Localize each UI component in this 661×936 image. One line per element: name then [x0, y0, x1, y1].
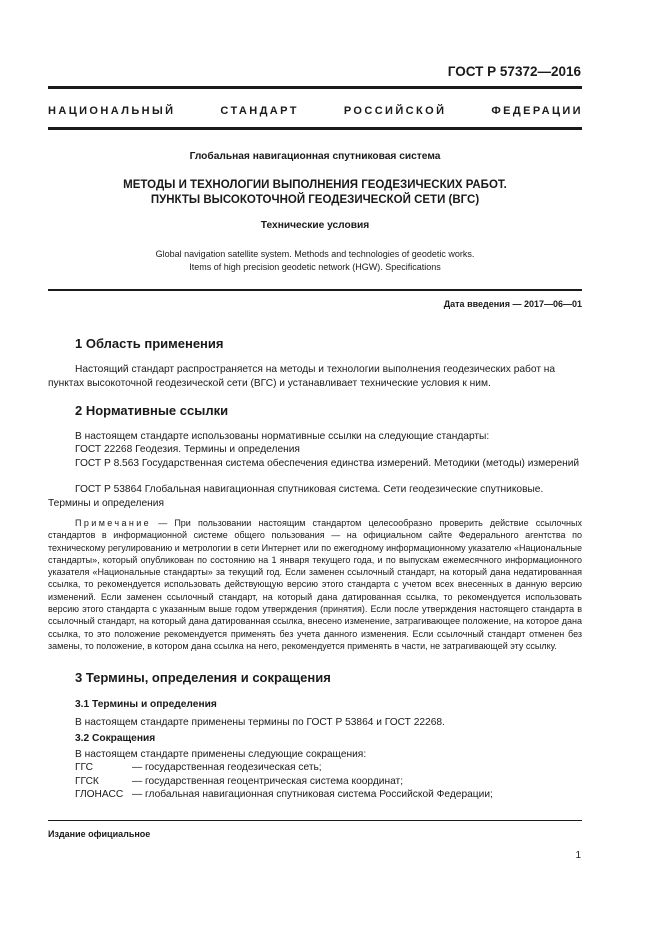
subsection-3-1-text: В настоящем стандарте применены термины по ГОСТ Р 53864 и ГОСТ 22268. [75, 717, 445, 728]
banner-word: РОССИЙСКОЙ [343, 105, 447, 117]
document-title-line2: ПУНКТЫ ВЫСОКОТОЧНОЙ ГЕОДЕЗИЧЕСКОЙ СЕТИ (ВГС) [150, 194, 480, 206]
abbreviation-definition: — государственная геоцентрическая система координат; [132, 776, 404, 787]
reference-item: ГОСТ Р 53864 Глобальная навигационная спутниковая система. Сети геодезические спутниковые. Термины и определения [48, 484, 544, 509]
abbreviation-definition: — государственная геодезическая сеть; [132, 762, 322, 773]
note-text: — При пользовании настоящим стандартом целесообразно проверить действие ссылочных стандартов в информационной системе общего пользования — на официальном сайте Федерального агентства по техническому регулированию и метрологии в сети Интернет или по ежегодному информационному указателю «Национальные стандарты», который опубликован по состоянию на 1 января текущего года, и по выпускам ежемесячного информационного указателя «Национальные стандарты» за текущий год. Если заменен ссылочный стандарт, на который дана недатированная ссылка, то рекомендуется использовать действующую версию этого стандарта с учетом всех внесенных в данную версию изменений. Если заменен ссылочный стандарт, на который дана датированная ссылка, то рекомендуется использовать версию этого стандарта с указанным выше годом утверждения (принятия). Если после утверждения настоящего стандарта в ссылочный стандарт, на который дана датированная ссылка, внесено изменение, затрагивающее положение, на которое дана ссылка, то это положение рекомендуется применять без учета данного изменения. Если ссылочный стандарт отменен без замены, то положение, в котором дана ссылка на него, рекомендуется применять в части, не затрагивающей эту ссылку. [48, 518, 582, 651]
abbreviation-term: ГЛОНАСС [75, 789, 124, 800]
section1-heading: 1 Область применения [75, 336, 224, 351]
abbreviation-row [75, 761, 322, 775]
document-code: ГОСТ Р 57372—2016 [447, 64, 581, 79]
note-block [48, 517, 582, 652]
banner-word: НАЦИОНАЛЬНЫЙ [48, 105, 176, 117]
introduction-date: Дата введения — 2017—06—01 [443, 299, 582, 309]
abbreviation-row [75, 788, 493, 802]
subsection-3-2-intro: В настоящем стандарте применены следующие сокращения: [75, 749, 367, 760]
banner-rule [48, 127, 582, 130]
english-title-line1: Global navigation satellite system. Methods and technologies of geodetic works. [155, 249, 475, 259]
title-rule [48, 289, 582, 291]
section1-text: Настоящий стандарт распространяется на методы и технологии выполнения геодезических работ на пунктах высокоточной геодезической сети (ВГС) и устанавливает технические условия к ним. [48, 364, 556, 389]
reference-item: ГОСТ 22268 Геодезия. Термины и определения [75, 444, 300, 455]
subsection-3-2-heading: 3.2 Сокращения [75, 733, 156, 744]
banner-word: СТАНДАРТ [220, 105, 299, 117]
banner-word: ФЕДЕРАЦИИ [491, 105, 583, 117]
abbreviation-term: ГГС [75, 762, 93, 773]
system-name: Глобальная навигационная спутниковая система [189, 151, 441, 162]
section2-heading: 2 Нормативные ссылки [75, 403, 229, 418]
document-subtitle: Технические условия [260, 220, 370, 231]
reference-item: ГОСТ Р 8.563 Государственная система обеспечения единства измерений. Методики (методы) измерений [75, 458, 580, 469]
english-title-line2: Items of high precision geodetic network (HGW). Specifications [189, 262, 441, 272]
abbreviation-definition: — глобальная навигационная спутниковая система Российской Федерации; [132, 789, 493, 800]
national-standard-banner [48, 105, 583, 117]
abbreviation-row [75, 775, 403, 789]
edition-label: Издание официальное [48, 829, 151, 839]
section2-intro: В настоящем стандарте использованы нормативные ссылки на следующие стандарты: [75, 431, 490, 442]
page-number: 1 [575, 850, 581, 861]
subsection-3-1-heading: 3.1 Термины и определения [75, 699, 217, 710]
section3-heading: 3 Термины, определения и сокращения [75, 670, 331, 685]
note-label: Примечание [75, 518, 152, 528]
document-title-line1: МЕТОДЫ И ТЕХНОЛОГИИ ВЫПОЛНЕНИЯ ГЕОДЕЗИЧЕСКИХ РАБОТ. [123, 179, 507, 191]
abbreviation-term: ГГСК [75, 776, 99, 787]
footer-rule [48, 820, 582, 821]
header-rule [48, 86, 582, 89]
